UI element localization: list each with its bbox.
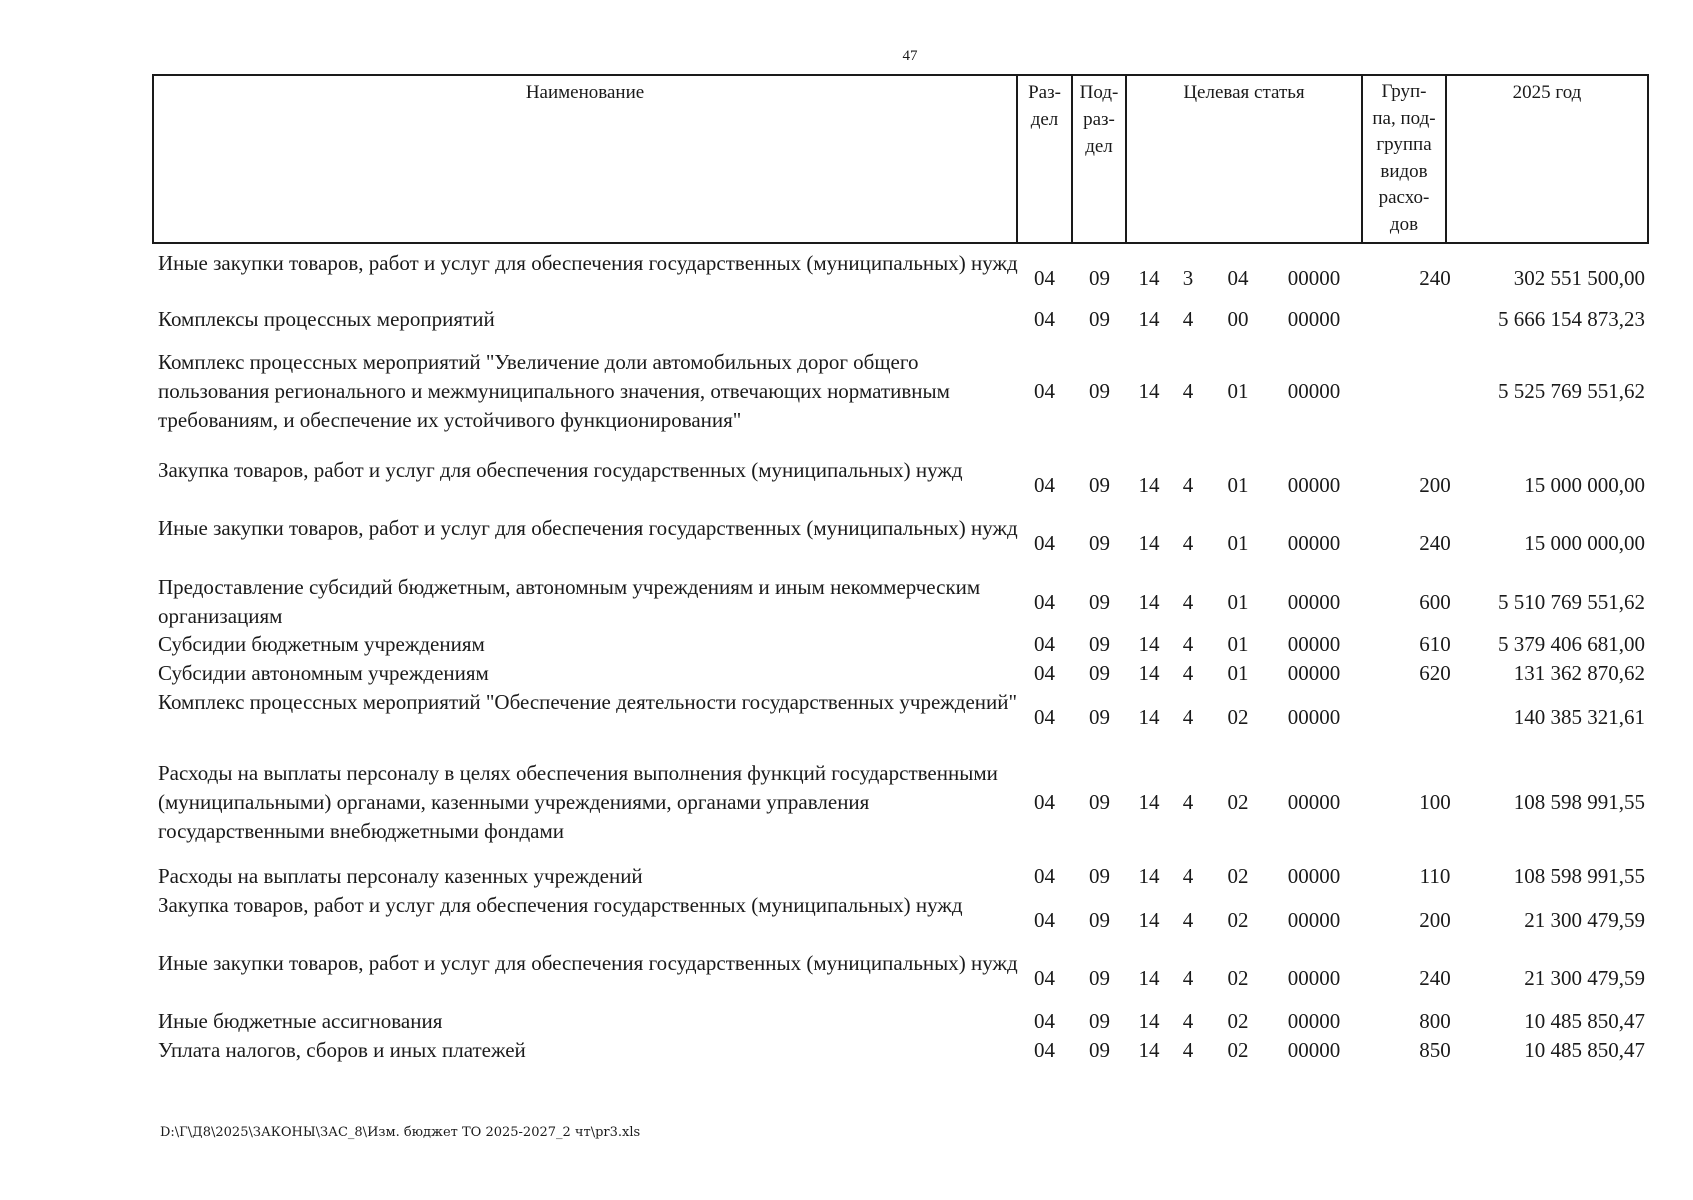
cell-podrazdel: 09 — [1089, 307, 1110, 331]
table-row — [152, 891, 1649, 949]
cell-code-direction: 00000 — [1287, 907, 1341, 932]
cell-code-structure: 02 — [1227, 965, 1249, 990]
cell-podrazdel: 09 — [1089, 965, 1110, 990]
cell-code-program: 14 — [1138, 265, 1160, 290]
cell-code-program: 14 — [1138, 864, 1160, 888]
cell-razdel: 04 — [1034, 661, 1055, 685]
cell-name: Расходы на выплаты персоналу в целях обеспечения выполнения функций государственными (муниципальными) органами, казенными учреждениями, органами управления государственными внебюджетными фондами — [158, 761, 998, 843]
cell-podrazdel: 09 — [1089, 790, 1110, 814]
cell-code-type: 4 — [1182, 530, 1194, 555]
cell-code-direction: 00000 — [1287, 704, 1341, 729]
cell-sum-2025: 21 300 479,59 — [1524, 907, 1645, 932]
cell-podrazdel: 09 — [1089, 661, 1110, 685]
table-row — [152, 573, 1649, 631]
cell-code-direction: 00000 — [1287, 530, 1341, 555]
cell-gruppa: 200 — [1419, 472, 1451, 497]
cell-code-structure: 02 — [1227, 790, 1249, 814]
cell-sum-2025: 5 379 406 681,00 — [1498, 632, 1645, 656]
cell-code-program: 14 — [1138, 472, 1160, 497]
cell-code-program: 14 — [1138, 379, 1160, 403]
header-podrazdel: Под- раз- дел — [1073, 76, 1127, 242]
cell-podrazdel: 09 — [1089, 589, 1110, 614]
cell-sum-2025: 10 485 850,47 — [1524, 1009, 1645, 1033]
table-row — [152, 659, 1649, 688]
cell-code-program: 14 — [1138, 704, 1160, 729]
cell-gruppa: 600 — [1419, 589, 1451, 614]
cell-name: Предоставление субсидий бюджетным, автономным учреждениям и иным некоммерческим организациям — [158, 575, 981, 628]
table-row — [152, 348, 1649, 435]
header-year: 2025 год — [1512, 82, 1582, 103]
cell-code-structure: 01 — [1227, 661, 1249, 685]
table-row — [152, 759, 1649, 846]
cell-name: Иные закупки товаров, работ и услуг для обеспечения государственных (муниципальных) нужд — [158, 251, 1018, 275]
cell-code-program: 14 — [1138, 661, 1160, 685]
cell-podrazdel: 09 — [1089, 907, 1110, 932]
cell-sum-2025: 140 385 321,61 — [1513, 704, 1645, 729]
cell-sum-2025: 21 300 479,59 — [1524, 965, 1645, 990]
table-row — [152, 630, 1649, 659]
cell-gruppa: 800 — [1419, 1009, 1451, 1033]
cell-code-structure: 02 — [1227, 704, 1249, 729]
cell-razdel: 04 — [1034, 265, 1055, 290]
cell-code-structure: 01 — [1227, 632, 1249, 656]
cell-code-program: 14 — [1138, 790, 1160, 814]
cell-code-program: 14 — [1138, 530, 1160, 555]
cell-razdel: 04 — [1034, 530, 1055, 555]
cell-code-structure: 02 — [1227, 1038, 1249, 1062]
cell-code-direction: 00000 — [1287, 379, 1341, 403]
cell-code-structure: 01 — [1227, 530, 1249, 555]
cell-name: Закупка товаров, работ и услуг для обеспечения государственных (муниципальных) нужд — [158, 458, 963, 482]
cell-name: Иные закупки товаров, работ и услуг для обеспечения государственных (муниципальных) нужд — [158, 516, 1018, 540]
cell-razdel: 04 — [1034, 1038, 1055, 1062]
table-row — [152, 862, 1649, 891]
header-gruppa: Груп- па, под- группа видов расхо- дов — [1363, 76, 1447, 242]
cell-code-direction: 00000 — [1287, 864, 1341, 888]
cell-gruppa: 200 — [1419, 907, 1451, 932]
cell-razdel: 04 — [1034, 864, 1055, 888]
table-row — [152, 1007, 1649, 1036]
cell-code-direction: 00000 — [1287, 589, 1341, 614]
table-row — [152, 514, 1649, 572]
cell-razdel: 04 — [1034, 589, 1055, 614]
cell-podrazdel: 09 — [1089, 704, 1110, 729]
cell-code-type: 4 — [1182, 1038, 1194, 1062]
cell-code-type: 4 — [1182, 307, 1194, 331]
cell-podrazdel: 09 — [1089, 472, 1110, 497]
cell-code-direction: 00000 — [1287, 661, 1341, 685]
cell-code-program: 14 — [1138, 907, 1160, 932]
cell-sum-2025: 131 362 870,62 — [1513, 661, 1645, 685]
cell-code-type: 3 — [1182, 265, 1194, 290]
cell-name: Уплата налогов, сборов и иных платежей — [158, 1038, 526, 1062]
cell-code-program: 14 — [1138, 965, 1160, 990]
cell-code-program: 14 — [1138, 1038, 1160, 1062]
cell-razdel: 04 — [1034, 472, 1055, 497]
cell-razdel: 04 — [1034, 632, 1055, 656]
cell-gruppa: 620 — [1419, 661, 1451, 685]
cell-razdel: 04 — [1034, 1009, 1055, 1033]
cell-podrazdel: 09 — [1089, 265, 1110, 290]
cell-podrazdel: 09 — [1089, 379, 1110, 403]
table-row — [152, 456, 1649, 514]
cell-code-direction: 00000 — [1287, 472, 1341, 497]
cell-razdel: 04 — [1034, 907, 1055, 932]
cell-name: Комплекс процессных мероприятий "Обеспечение деятельности государственных учреждений" — [158, 690, 1018, 714]
cell-code-structure: 01 — [1227, 472, 1249, 497]
cell-code-direction: 00000 — [1287, 965, 1341, 990]
cell-code-type: 4 — [1182, 1009, 1194, 1033]
cell-podrazdel: 09 — [1089, 1009, 1110, 1033]
cell-gruppa: 100 — [1419, 790, 1451, 814]
cell-code-structure: 02 — [1227, 907, 1249, 932]
cell-code-program: 14 — [1138, 307, 1160, 331]
cell-gruppa: 850 — [1419, 1038, 1451, 1062]
cell-gruppa: 610 — [1419, 632, 1451, 656]
cell-name: Закупка товаров, работ и услуг для обеспечения государственных (муниципальных) нужд — [158, 893, 963, 917]
cell-code-type: 4 — [1182, 379, 1194, 403]
header-razdel: Раз- дел — [1018, 76, 1073, 242]
cell-gruppa: 240 — [1419, 265, 1451, 290]
cell-code-type: 4 — [1182, 632, 1194, 656]
table-header — [152, 74, 1649, 244]
table-row — [152, 249, 1649, 307]
cell-code-type: 4 — [1182, 589, 1194, 614]
cell-code-structure: 00 — [1227, 307, 1249, 331]
cell-sum-2025: 5 525 769 551,62 — [1498, 379, 1645, 403]
table-row — [152, 1036, 1649, 1065]
cell-code-structure: 04 — [1227, 265, 1249, 290]
cell-sum-2025: 10 485 850,47 — [1524, 1038, 1645, 1062]
cell-razdel: 04 — [1034, 965, 1055, 990]
cell-name: Иные бюджетные ассигнования — [158, 1009, 443, 1033]
cell-code-direction: 00000 — [1287, 265, 1341, 290]
cell-sum-2025: 302 551 500,00 — [1513, 265, 1645, 290]
cell-gruppa: 240 — [1419, 530, 1451, 555]
cell-sum-2025: 108 598 991,55 — [1513, 790, 1645, 814]
page-number: 47 — [902, 48, 918, 64]
cell-razdel: 04 — [1034, 790, 1055, 814]
cell-code-type: 4 — [1182, 907, 1194, 932]
cell-code-structure: 02 — [1227, 864, 1249, 888]
cell-razdel: 04 — [1034, 307, 1055, 331]
cell-code-type: 4 — [1182, 790, 1194, 814]
table-row — [152, 949, 1649, 1007]
cell-code-structure: 01 — [1227, 379, 1249, 403]
cell-code-type: 4 — [1182, 704, 1194, 729]
table-row — [152, 305, 1649, 334]
cell-code-direction: 00000 — [1287, 1009, 1341, 1033]
cell-podrazdel: 09 — [1089, 1038, 1110, 1062]
cell-sum-2025: 5 666 154 873,23 — [1498, 307, 1645, 331]
cell-podrazdel: 09 — [1089, 530, 1110, 555]
cell-name: Комплекс процессных мероприятий "Увеличение доли автомобильных дорог общего пользования регионального и межмуниципального значения, отвечающих нормативным требованиям, и обеспечение их устойчивого функционирования" — [158, 350, 950, 432]
cell-name: Расходы на выплаты персоналу казенных учреждений — [158, 864, 643, 888]
cell-name: Комплексы процессных мероприятий — [158, 307, 495, 331]
cell-code-program: 14 — [1138, 632, 1160, 656]
cell-podrazdel: 09 — [1089, 632, 1110, 656]
cell-code-program: 14 — [1138, 1009, 1160, 1033]
cell-code-structure: 02 — [1227, 1009, 1249, 1033]
footer-file-path: D:\Г\Д8\2025\ЗАКОНЫ\ЗАС_8\Изм. бюджет ТО 2025-2027_2 чт\pr3.xls — [160, 1125, 641, 1140]
cell-code-direction: 00000 — [1287, 632, 1341, 656]
cell-podrazdel: 09 — [1089, 864, 1110, 888]
cell-code-direction: 00000 — [1287, 1038, 1341, 1062]
cell-name: Субсидии бюджетным учреждениям — [158, 632, 485, 656]
cell-sum-2025: 108 598 991,55 — [1513, 864, 1645, 888]
table-row — [152, 688, 1649, 746]
cell-razdel: 04 — [1034, 379, 1055, 403]
cell-gruppa: 240 — [1419, 965, 1451, 990]
cell-code-type: 4 — [1182, 472, 1194, 497]
cell-code-type: 4 — [1182, 864, 1194, 888]
cell-code-structure: 01 — [1227, 589, 1249, 614]
header-name: Наименование — [154, 76, 1018, 242]
cell-code-program: 14 — [1138, 589, 1160, 614]
cell-gruppa: 110 — [1419, 864, 1451, 888]
cell-razdel: 04 — [1034, 704, 1055, 729]
cell-code-direction: 00000 — [1287, 307, 1341, 331]
cell-code-direction: 00000 — [1287, 790, 1341, 814]
cell-code-type: 4 — [1182, 661, 1194, 685]
cell-name: Субсидии автономным учреждениям — [158, 661, 489, 685]
header-tselevaya-statya: Целевая статья — [1127, 76, 1363, 242]
cell-sum-2025: 15 000 000,00 — [1524, 530, 1645, 555]
cell-name: Иные закупки товаров, работ и услуг для обеспечения государственных (муниципальных) нужд — [158, 951, 1018, 975]
cell-sum-2025: 15 000 000,00 — [1524, 472, 1645, 497]
cell-code-type: 4 — [1182, 965, 1194, 990]
cell-sum-2025: 5 510 769 551,62 — [1498, 589, 1645, 614]
